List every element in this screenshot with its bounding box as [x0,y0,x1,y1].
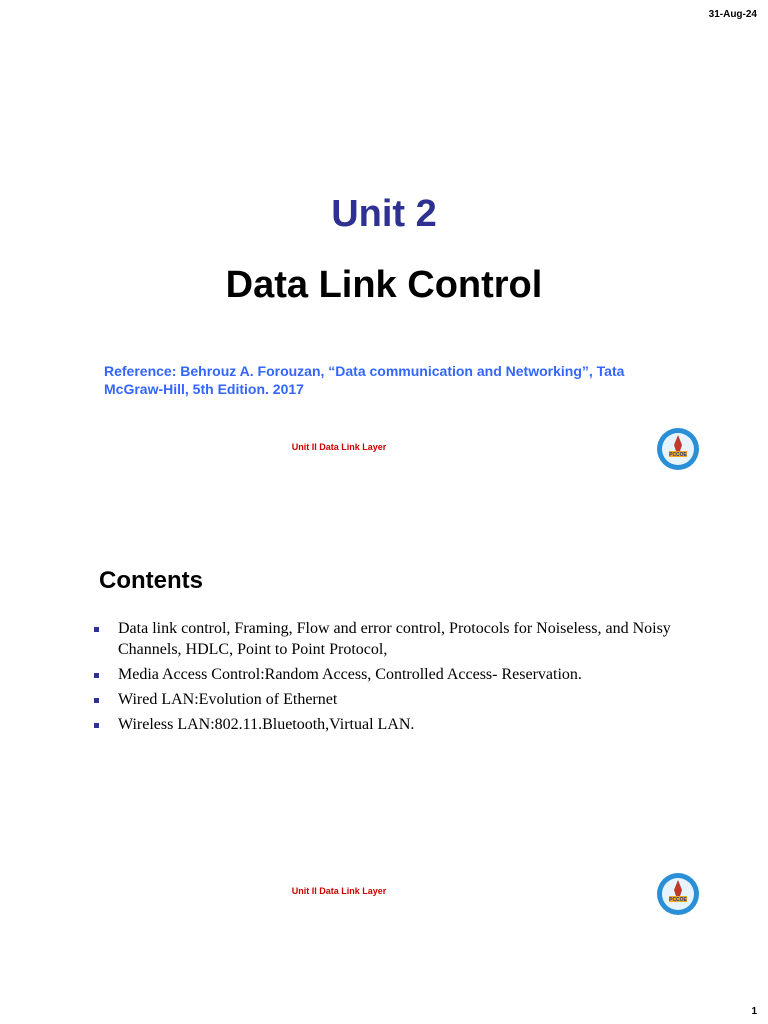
slide2-footer: Unit II Data Link Layer [291,886,387,896]
bullet-icon [94,698,99,703]
list-item-text: Media Access Control:Random Access, Controlled Access- Reservation. [118,666,582,683]
list-item [92,689,692,710]
contents-list [92,618,692,739]
list-item-text: Data link control, Framing, Flow and error control, Protocols for Noiseless, and Noisy Channels, HDLC, Point to Point Protocol, [118,620,671,658]
page-number: 1 [751,1006,757,1017]
list-item [92,664,692,685]
slide-title: Data Link Control [225,264,543,306]
list-item-text: Wired LAN:Evolution of Ethernet [118,691,338,708]
college-logo-icon [656,427,700,471]
list-item-text: Wireless LAN:802.11.Bluetooth,Virtual LAN. [118,716,415,733]
list-item [92,618,692,660]
college-logo-icon [656,872,700,916]
bullet-icon [94,673,99,678]
list-item [92,714,692,735]
slide-date: 31-Aug-24 [708,9,757,20]
svg-text:PCCOE: PCCOE [669,452,687,458]
bullet-icon [94,627,99,632]
reference-text: Reference: Behrouz A. Forouzan, “Data communication and Networking”, Tata McGraw-Hill, 5th Edition. 2017 [104,363,625,397]
svg-text:PCCOE: PCCOE [669,897,687,903]
slide1-footer: Unit II Data Link Layer [291,442,387,452]
bullet-icon [94,723,99,728]
contents-heading: Contents [99,567,203,594]
unit-heading: Unit 2 [331,193,437,235]
